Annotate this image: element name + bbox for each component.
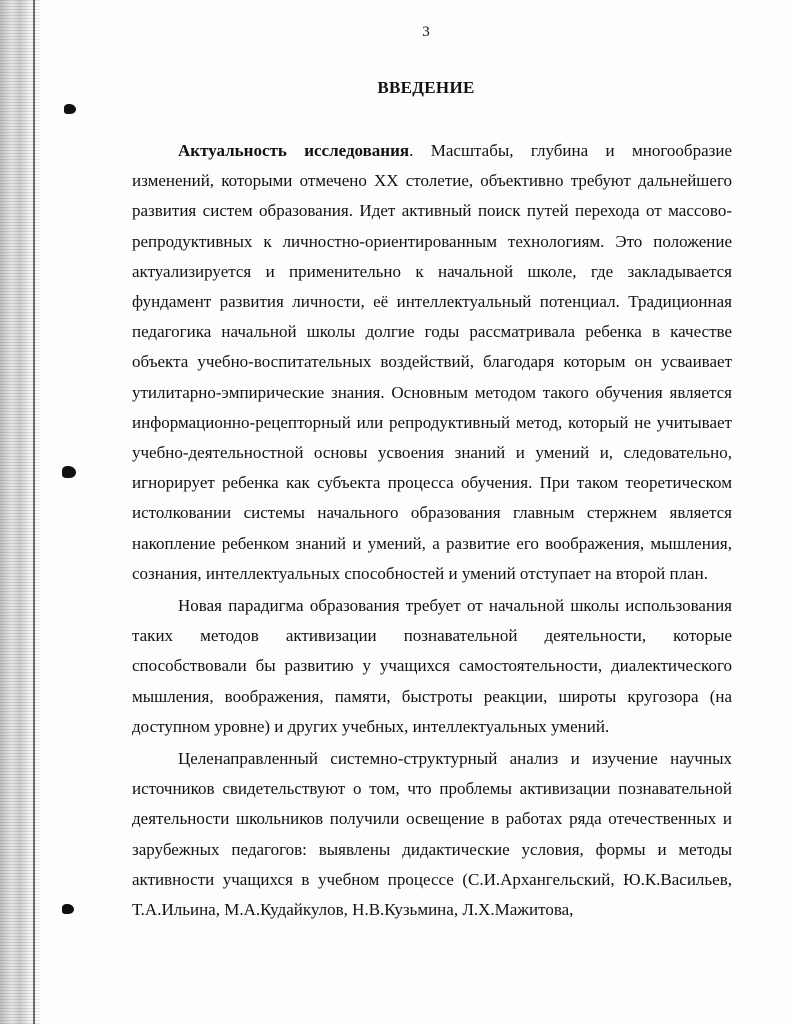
scan-binding-line — [33, 0, 35, 1024]
body-text — [132, 136, 732, 925]
paragraph-text: . Масштабы, глубина и многообразие изменений, которыми отмечено XX столетие, объективно требуют дальнейшего развития систем образования. Идет активный поиск путей перехода от массово-репродуктивных к личностно-ориентированным технологиям. Это положение актуализируется и применительно к начальной школе, где закладывается фундамент развития личности, её интеллектуальный потенциал. Традиционная педагогика начальной школы долгие годы рассматривала ребенка в качестве объекта учебно-воспитательных воздействий, благодаря которым он усваивает утилитарно-эмпирические знания. Основным методом такого обучения является информационно-рецепторный или репродуктивный метод, который не учитывает учебно-деятельностной основы усвоения знаний и умений и, следовательно, игнорирует ребенка как субъекта процесса обучения. При таком теоретическом истолковании системы начального образования главным стержнем является накопление ребенком знаний и умений, а развитие его воображения, мышления, сознания, интеллектуальных способностей и умений отступает на второй план. — [132, 141, 732, 583]
section-heading: ВВЕДЕНИЕ — [377, 78, 475, 97]
paragraph-text: Новая парадигма образования требует от начальной школы использования таких методов активизации познавательной деятельности, которые способствовали бы развитию у учащихся самостоятельности, диалектического мышления, воображения, памяти, быстроты реакции, широты кругозора (на доступном уровне) и других учебных, интеллектуальных умений. — [132, 596, 732, 736]
paragraph — [132, 744, 732, 925]
paragraph-text: Целенаправленный системно-структурный анализ и изучение научных источников свидетельствуют о том, что проблемы активизации познавательной деятельности школьников получили освещение в работах ряда отечественных и зарубежных педагогов: выявлены дидактические условия, формы и методы активности учащихся в учебном процессе (С.И.Архангельский, Ю.К.Васильев, Т.А.Ильина, М.А.Кудайкулов, Н.В.Кузьмина, Л.Х.Мажитова, — [132, 749, 732, 920]
page-number: 3 — [422, 24, 430, 40]
paragraph — [132, 136, 732, 589]
scan-artifact-mark — [64, 104, 76, 114]
scan-artifact-mark — [62, 904, 74, 914]
paragraph-lead-in: Актуальность исследования — [178, 141, 410, 160]
scan-artifact-mark — [62, 466, 76, 478]
paragraph — [132, 591, 732, 742]
